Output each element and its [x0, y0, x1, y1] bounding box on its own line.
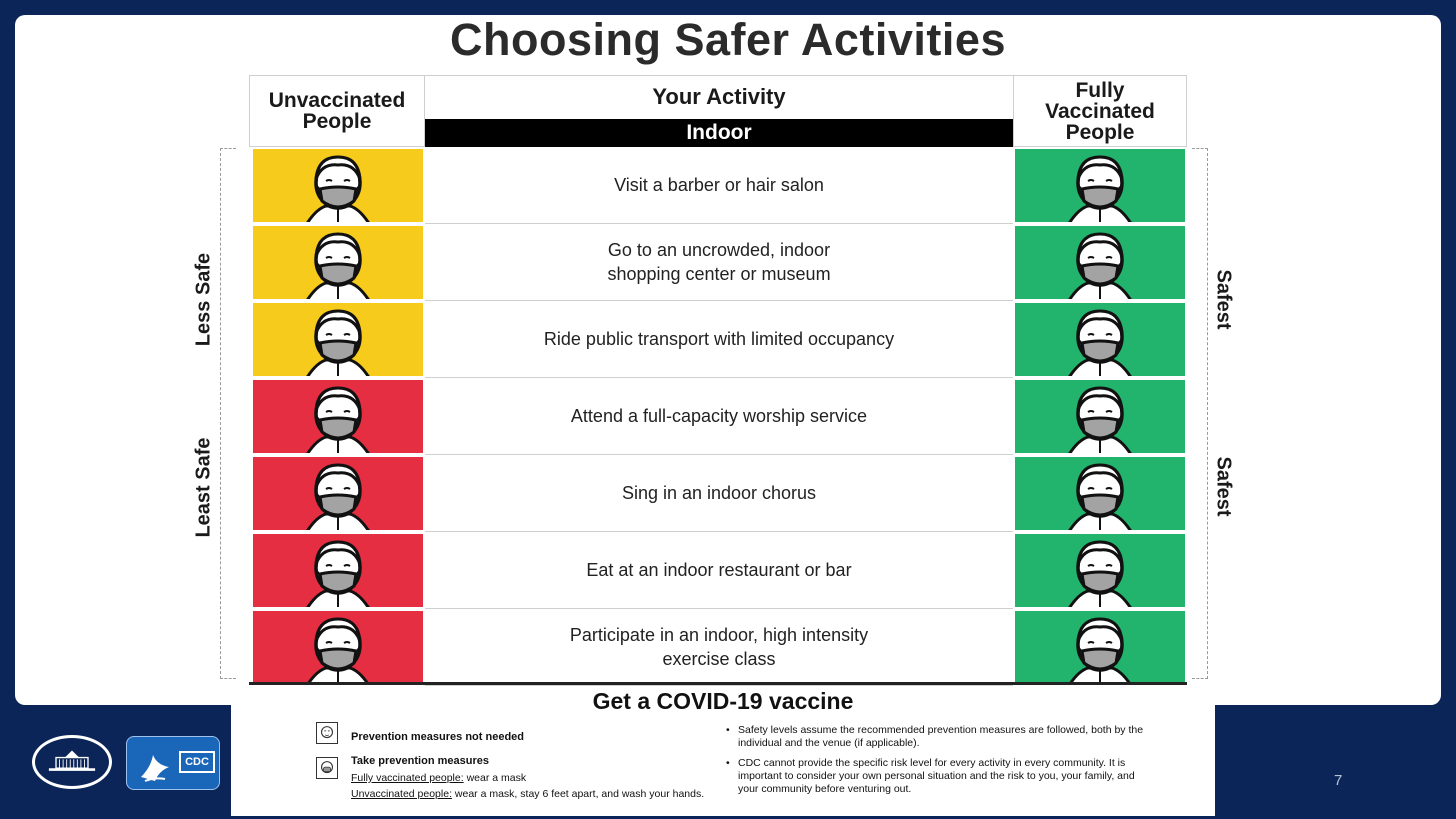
table-row: [249, 455, 1187, 532]
masked-face-icon: [298, 534, 378, 607]
safety-notes: [724, 724, 1154, 803]
unvaccinated-risk-cell: [253, 611, 423, 684]
activity-text: Eat at an indoor restaurant or bar: [586, 560, 852, 580]
table-row: [249, 609, 1187, 686]
table-row: [249, 301, 1187, 378]
cdc-wordmark: CDC: [179, 751, 215, 773]
masked-face-icon: [1060, 380, 1140, 453]
masked-face-icon: [1060, 226, 1140, 299]
page-title: Choosing Safer Activities: [450, 14, 1006, 65]
activity-text: Participate in an indoor, high intensity exercise class: [569, 625, 869, 669]
masked-face-icon: [298, 149, 378, 222]
page-number: 7: [1334, 772, 1343, 789]
fully-vaccinated-risk-cell: [1015, 534, 1185, 607]
fully-vaccinated-risk-cell: [1015, 457, 1185, 530]
fully-vaccinated-risk-cell: [1015, 226, 1185, 299]
least-safe-label: Least Safe: [192, 437, 215, 538]
right-bracket: [1192, 148, 1208, 679]
unvaccinated-risk-cell: [253, 457, 423, 530]
legend-no-measures: Prevention measures not needed: [351, 731, 524, 743]
table-bottom-rule: [249, 682, 1187, 685]
white-house-logo: [32, 735, 112, 789]
masked-face-icon: [1060, 457, 1140, 530]
masked-face-icon: [316, 757, 338, 779]
legend-fully-vaccinated: Fully vaccinated people: wear a mask: [351, 772, 527, 784]
activity-cell: [425, 224, 1013, 301]
masked-face-icon: [1060, 303, 1140, 376]
activity-text: Attend a full-capacity worship service: [570, 406, 868, 426]
header-unvaccinated: [249, 75, 425, 147]
activity-cell: [425, 147, 1013, 224]
unvaccinated-risk-cell: [253, 303, 423, 376]
activity-text: Visit a barber or hair salon: [614, 175, 824, 195]
legend-take-measures: Take prevention measures: [351, 755, 489, 767]
activity-text: Ride public transport with limited occupancy: [543, 329, 895, 349]
safest-label-bottom: Safest: [1212, 456, 1235, 517]
header-fully-vaccinated-text: Fully Vaccinated People: [1045, 78, 1155, 144]
activity-text: Sing in an indoor chorus: [621, 483, 817, 503]
table-row: [249, 532, 1187, 609]
fully-vaccinated-risk-cell: [1015, 149, 1185, 222]
masked-face-icon: [298, 303, 378, 376]
no-mask-face-icon: [316, 722, 338, 744]
header-activity: [425, 75, 1013, 147]
section-indoor-bar: Indoor: [425, 119, 1013, 147]
legend-unvaccinated: Unvaccinated people: wear a mask, stay 6 feet apart, and wash your hands.: [351, 788, 705, 800]
table-row: [249, 224, 1187, 301]
masked-face-icon: [1060, 611, 1140, 684]
table-row: [249, 147, 1187, 224]
masked-face-icon: [298, 457, 378, 530]
header-unvaccinated-text: Unvaccinated People: [268, 89, 406, 133]
header-activity-label: Your Activity: [652, 84, 786, 109]
cdc-hhs-logo: [126, 736, 220, 790]
vaccine-cta: Get a COVID-19 vaccine: [592, 688, 854, 714]
fully-vaccinated-risk-cell: [1015, 303, 1185, 376]
activity-cell: [425, 378, 1013, 455]
unvaccinated-risk-cell: [253, 534, 423, 607]
masked-face-icon: [1060, 534, 1140, 607]
activity-cell: [425, 609, 1013, 686]
header-fully-vaccinated: [1013, 75, 1187, 147]
note-item: • CDC cannot provide the specific risk level for every activity in every community. It is important to consider your own personal situation and the risk to you, your family, and your community before venturing out.: [724, 757, 1154, 796]
unvaccinated-risk-cell: [253, 149, 423, 222]
activity-cell: [425, 301, 1013, 378]
masked-face-icon: [298, 380, 378, 453]
fully-vaccinated-risk-cell: [1015, 611, 1185, 684]
activity-cell: [425, 455, 1013, 532]
fully-vaccinated-risk-cell: [1015, 380, 1185, 453]
safest-label-top: Safest: [1212, 269, 1235, 330]
masked-face-icon: [298, 226, 378, 299]
note-item: • Safety levels assume the recommended prevention measures are followed, both by the individual and the venue (if applicable).: [724, 724, 1154, 750]
masked-face-icon: [1060, 149, 1140, 222]
masked-face-icon: [298, 611, 378, 684]
less-safe-label: Less Safe: [192, 252, 215, 347]
activity-cell: [425, 532, 1013, 609]
hhs-eagle-icon: [131, 737, 181, 791]
table-row: [249, 378, 1187, 455]
unvaccinated-risk-cell: [253, 380, 423, 453]
unvaccinated-risk-cell: [253, 226, 423, 299]
left-bracket: [220, 148, 236, 679]
activity-text: Go to an uncrowded, indoor shopping center or museum: [607, 240, 831, 284]
